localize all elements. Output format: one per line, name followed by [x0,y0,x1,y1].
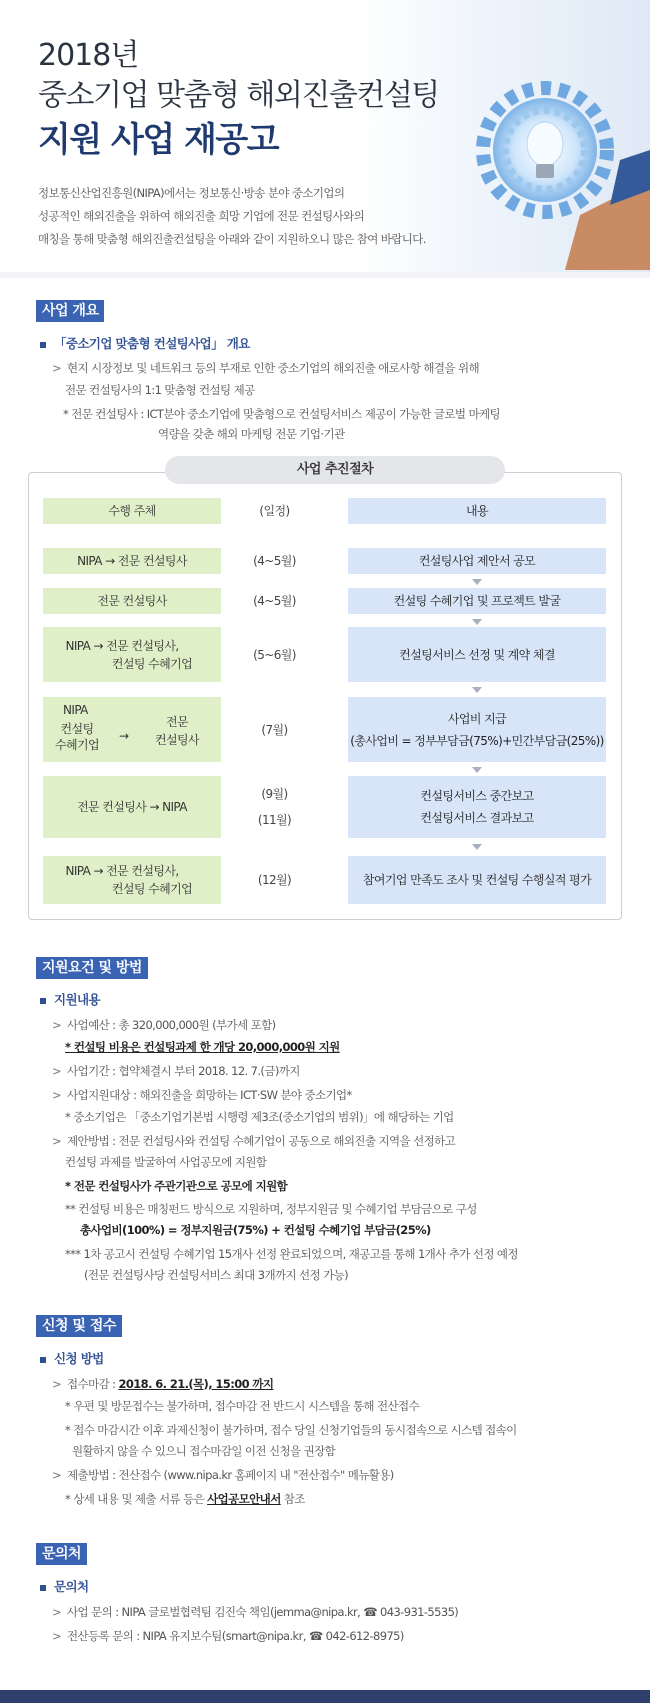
process-actor [43,697,221,762]
section-title-contact: 문의처 [36,1543,87,1565]
apply-note: * 접수 마감시간 이후 과제신청이 불가하며, 접수 당일 신청기업들의 동시접속으로 시스템 접속이 [65,1423,517,1437]
process-head-period: (일정) [259,504,290,518]
support-target-note: * 중소기업은 「중소기업기본법 시행령 제3조(중소기업의 범위)」에 해당하는 기업 [65,1110,454,1124]
process-actor-nipa: NIPA [63,703,88,717]
support-budget-text: 사업예산 : 총 320,000,000원 (부가세 포함) [67,1018,276,1032]
overview-note: 역량을 갖춘 해외 마케팅 전문 기업·기관 [158,427,345,441]
process-content-line: 사업비 지급 [447,711,507,726]
support-method-note-text: * 전문 컨설팅사가 주관기관으로 공모에 지원함 [65,1179,288,1193]
support-period-text: 사업기간 : 협약체결시 부터 2018. 12. 7.(금)까지 [67,1064,300,1078]
support-subtitle-text: 지원내용 [54,992,100,1007]
process-content: 컨설팅서비스 선정 및 계약 체결 [348,627,606,682]
apply-detail [65,1491,305,1507]
support-target-text: 사업지원대상 : 해외진출을 희망하는 ICT·SW 분야 중소기업* [67,1088,352,1102]
contact-system-text: 전산등록 문의 : NIPA 유지보수팀(smart@nipa.kr, ☎ 042-612-8975) [67,1629,404,1643]
support-budget: > 사업예산 : 총 320,000,000원 (부가세 포함) [52,1018,276,1032]
overview-subtitle-text: 「중소기업 맞춤형 컨설팅사업」 개요 [54,336,250,351]
process-actor-left: 컨설팅 수혜기업 [55,722,99,752]
support-fund-note: ** 컨설팅 비용은 매칭펀드 방식으로 지원하며, 정부지원금 및 수혜기업 부담금으로 구성 [65,1202,477,1216]
section-title-overview: 사업 개요 [36,300,104,322]
hero-desc-line: 성공적인 해외진출을 위하여 해외진출 희망 기업에 전문 컨설팅사와의 [38,209,365,223]
process-actor [43,627,221,682]
support-budget-note-text: * 컨설팅 비용은 컨설팅과제 한 개당 20,000,000원 지원 [65,1040,340,1054]
overview-line: 전문 컨설팅사의 1:1 맞춤형 컨설팅 제공 [65,383,255,397]
bullet-square [40,342,46,348]
process-actor: 전문 컨설팅사 [43,588,221,614]
process-period [232,776,317,838]
process-content-line: (총사업비 = 정부부담금(75%)+민간부담금(25%)) [350,733,604,748]
hero-title-line2: 지원 사업 재공고 [38,120,279,160]
guide-document-link[interactable]: 사업공모안내서 [207,1492,281,1506]
process-actor: 전문 컨설팅사 → NIPA [43,776,221,838]
support-subtitle [40,990,100,1008]
hero-title-line1: 중소기업 맞춤형 해외진출컨설팅 [38,78,439,113]
apply-note-line2: 원활하지 않을 수 있으니 접수마감일 이전 신청을 권장함 [72,1444,336,1458]
overview-line-text: 현지 시장정보 및 네트워크 등의 부재로 인한 중소기업의 해외진출 애로사항 해결을 위해 [67,361,479,375]
overview-note: * 전문 컨설팅사 : ICT분야 중소기업에 맞춤형으로 컨설팅서비스 제공이 가능한 글로벌 마케팅 [63,407,501,421]
bullet-square [40,1357,46,1363]
process-content: 컨설팅사업 제안서 공모 [348,548,606,574]
apply-subtitle [40,1349,104,1367]
overview-line: > 현지 시장정보 및 네트워크 등의 부재로 인한 중소기업의 해외진출 애로사항 해결을 위해 [52,361,479,375]
hero-desc-line: 매칭을 통해 맞춤형 해외진출컨설팅을 아래와 같이 지원하오니 많은 참여 바랍니다. [38,232,426,246]
apply-subtitle-text: 신청 방법 [54,1351,104,1366]
process-content: 컨설팅 수혜기업 및 프로젝트 발굴 [348,588,606,614]
hero-separator [0,272,650,278]
apply-deadline-value: 2018. 6. 21.(목), 15:00 까지 [118,1377,274,1391]
process-actor [43,856,221,904]
process-period: (5~6월) [253,647,296,662]
process-title: 사업 추진절차 [165,456,505,484]
support-method-text: 제안방법 : 전문 컨설팅사와 컨설팅 수혜기업이 공동으로 해외진출 지역을 선정하고 [67,1134,456,1148]
process-actor-line: 컨설팅 수혜기업 [111,882,193,896]
process-content-line: 컨설팅서비스 중간보고 [420,789,534,803]
process-actor-line: 컨설팅 수혜기업 [111,656,193,671]
section-title-apply: 신청 및 접수 [36,1315,122,1337]
process-period: (4~5월) [253,554,296,568]
contact-business-text: 사업 문의 : NIPA 글로벌협력팀 김진숙 책임(jemma@nipa.kr, ☎ 043-931-5535) [67,1605,459,1619]
process-actor-right: 전문 컨설팅사 [155,715,199,747]
apply-detail-pre: * 상세 내용 및 제출 서류 등은 [65,1492,208,1506]
process-period: (7월) [261,722,288,737]
hero-desc-line: 정보통신산업진흥원(NIPA)에서는 정보통신·방송 분야 중소기업의 [38,186,345,200]
contact-business: > 사업 문의 : NIPA 글로벌협력팀 김진숙 책임(jemma@nipa.kr, ☎ 043-931-5535) [52,1605,459,1619]
apply-deadline: > 접수마감 : 2018. 6. 21.(목), 15:00 까지 [52,1377,274,1391]
process-period: (12월) [257,873,292,887]
down-arrow-icon [472,767,482,773]
hero-banner [0,0,650,272]
contact-subtitle-text: 문의처 [54,1579,89,1594]
section-title-support: 지원요건 및 방법 [36,957,148,979]
support-period: > 사업기간 : 협약체결시 부터 2018. 12. 7.(금)까지 [52,1064,300,1078]
process-period-line: (11월) [257,813,292,827]
bullet-square [40,998,46,1004]
support-fund-formula-text: 총사업비(100%) = 정부지원금(75%) + 컨설팅 수혜기업 부담금(25%) [80,1223,431,1237]
bullet-square [40,1585,46,1591]
contact-system: > 전산등록 문의 : NIPA 유지보수팀(smart@nipa.kr, ☎ 042-612-8975) [52,1629,404,1643]
process-content: 참여기업 만족도 조사 및 컨설팅 수행실적 평가 [348,856,606,904]
support-fund-formula [80,1222,431,1238]
gear-lightbulb-illustration [470,40,650,270]
contact-subtitle [40,1577,88,1595]
apply-submit-text: 제출방법 : 전산접수 (www.nipa.kr 홈페이지 내 "전산접수" 메뉴활용) [67,1468,394,1482]
process-actor-line: NIPA → 전문 컨설팅사, [65,864,179,878]
process-content [348,697,606,762]
down-arrow-icon [472,579,482,585]
support-method: > 제안방법 : 전문 컨설팅사와 컨설팅 수혜기업이 공동으로 해외진출 지역을 선정하고 [52,1134,456,1148]
process-period-line: (9월) [261,787,288,801]
support-budget-note [65,1039,340,1055]
apply-submit: > 제출방법 : 전산접수 (www.nipa.kr 홈페이지 내 "전산접수" 메뉴활용) [52,1468,394,1482]
down-arrow-icon [472,844,482,850]
support-reannounce-line2: (전문 컨설팅사당 컨설팅서비스 최대 3개까지 선정 가능) [84,1268,349,1282]
right-arrow-icon: → [119,729,129,743]
down-arrow-icon [472,619,482,625]
process-actor: NIPA → 전문 컨설팅사 [43,548,221,574]
overview-subtitle [40,334,250,352]
hero-description [38,182,426,251]
support-method-line2: 컨설팅 과제를 발굴하여 사업공모에 지원함 [65,1155,267,1169]
hero-year: 2018년 [38,38,139,73]
process-content [348,776,606,838]
process-box [28,472,622,920]
apply-deadline-label: 접수마감 : [67,1377,119,1391]
support-reannounce-note: *** 1차 공고시 컨설팅 수혜기업 15개사 선정 완료되었으며, 재공고를 통해 1개사 추가 선정 예정 [65,1247,518,1261]
process-content-line: 컨설팅서비스 결과보고 [420,811,534,825]
down-arrow-icon [472,687,482,693]
support-target: > 사업지원대상 : 해외진출을 희망하는 ICT·SW 분야 중소기업* [52,1088,352,1102]
apply-note: * 우편 및 방문접수는 불가하며, 접수마감 전 반드시 시스템을 통해 전산접수 [65,1399,420,1413]
footer-bar [0,1690,650,1703]
process-head-actor: 수행 주체 [43,498,221,524]
apply-detail-post: 참조 [280,1492,305,1506]
support-method-note [65,1178,287,1194]
process-period: (4~5월) [253,594,296,608]
process-actor-line: NIPA → 전문 컨설팅사, [65,638,179,653]
process-head-content: 내용 [348,498,606,524]
